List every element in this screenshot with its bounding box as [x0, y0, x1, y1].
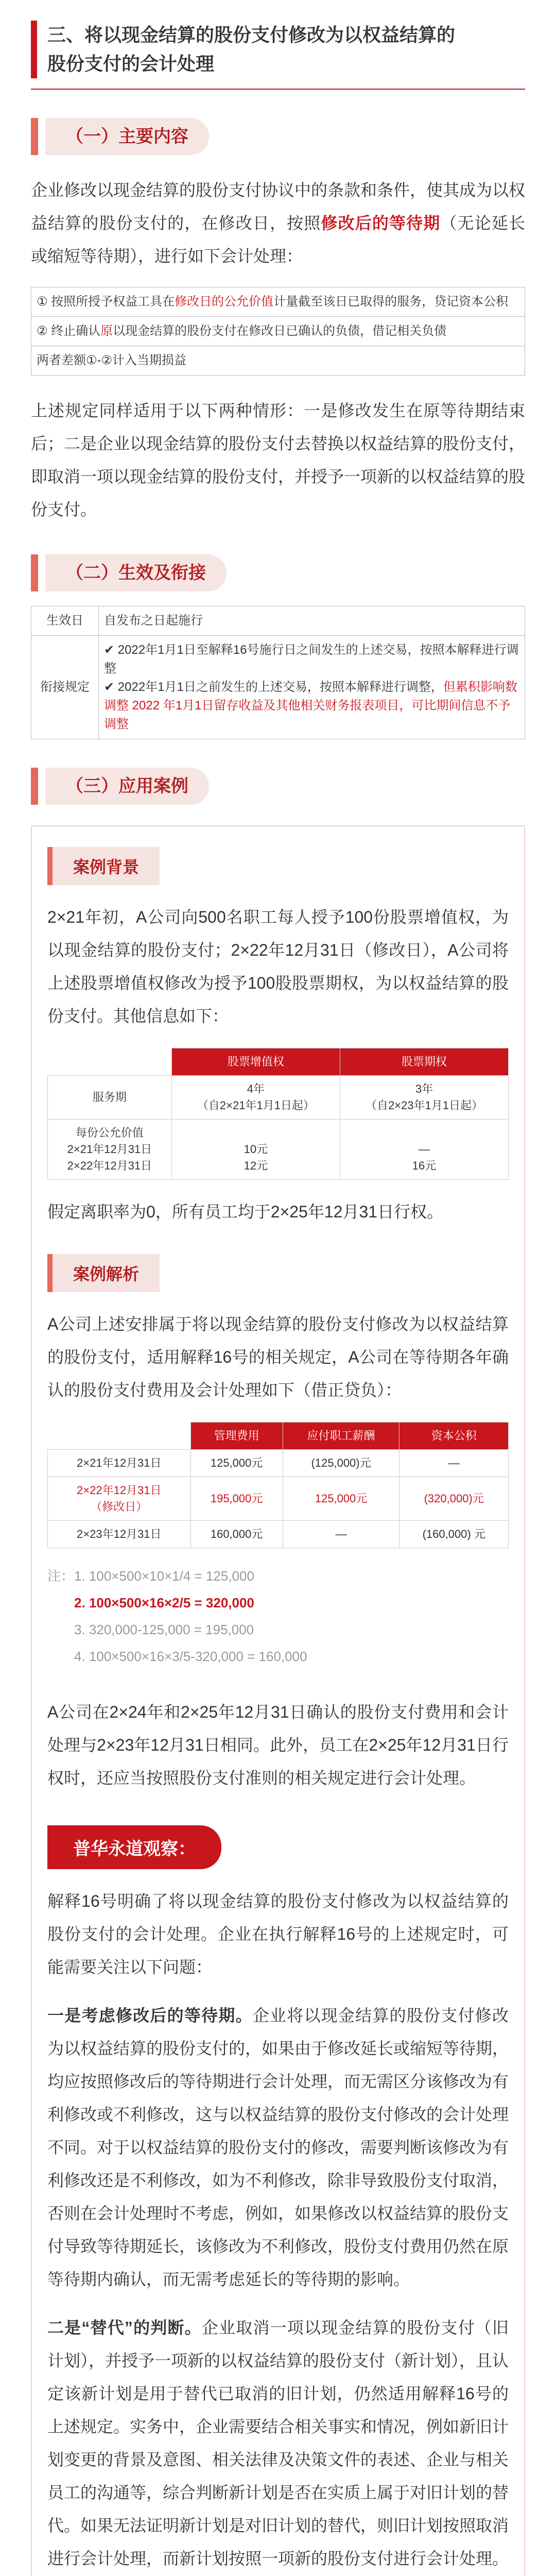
journal-entries-table [47, 1422, 509, 1548]
subheading-case [31, 768, 525, 805]
highlight-text: 修改后的等待期 [321, 214, 441, 232]
accounting-treatment-box [31, 287, 525, 376]
case-info-table [47, 1048, 509, 1180]
observation-point-1: 一是考虑修改后的等待期。企业将以现金结算的股份支付修改为以权益结算的股份支付的，如果由于修改延长或缩短等待期，均应按照修改后的等待期进行会计处理，而无需区分该修改为有利修改或不利修改，这与以权益结算的股份支付修改的会计处理不同。对于以权益结算的股份支付的修改，需要判断该修改为有利修改还是不利修改，如为不利修改，除非导致股份支付取消，否则在会计处理时不考虑，例如，如果修改以权益结算的股份支付导致等待期延长，该修改为不利修改，股份支付费用仍然在原等待期内确认，而无需考虑延长的等待期的影响。 [47, 2006, 509, 2289]
table-row: 2×21年12月31日 125,000元 (125,000)元 — [48, 1450, 509, 1477]
subheading-main-content [31, 118, 525, 155]
case-background-title: 案例背景 [47, 847, 160, 885]
column-header: 股票期权 [340, 1048, 508, 1076]
table-row: 每份公允价值 2×21年12月31日 2×22年12月31日 10元 12元 — 16元 [48, 1120, 509, 1180]
table-row: 2×23年12月31日 160,000元 — (160,000) 元 [48, 1521, 509, 1548]
calculation-notes: 注：1. 100×500×10×1/4 = 125,000 2. 100×500×16×2/5 = 320,000 3. 320,000-125,000 = 195,000 4. 100×500×16×3/5-320,000 = 160,000 [47, 1568, 307, 1664]
applicability-paragraph: 上述规定同样适用于以下两种情形：一是修改发生在原等待期结束后；二是企业以现金结算的股份支付去替换以权益结算的股份支付，即取消一项以现金结算的股份支付，并授予一项新的以权益结算的股份支付。 [31, 401, 526, 519]
section-heading-bar [31, 21, 37, 78]
table-header-row [48, 1422, 509, 1450]
column-header: 股票增值权 [171, 1048, 340, 1076]
case-analysis-paragraph: A公司上述安排属于将以现金结算的股份支付修改为以权益结算的股份支付，适用解释16号的相关规定，A公司在等待期各年确认的股份支付费用及会计处理如下（借正贷负）： [47, 1315, 509, 1399]
table-row: 服务期 4年 （自2×21年1月1日起） 3年 （自2×23年1月1日起） [48, 1076, 509, 1120]
subheading-label: （二）生效及衔接 [45, 554, 227, 591]
subheading-mark [31, 554, 38, 591]
subheading-mark [31, 768, 38, 805]
box-row: ① 按照所授予权益工具在修改日的公允价值计量截至该日已取得的服务，贷记资本公积 [31, 287, 525, 317]
section-title-line1: 三、将以现金结算的股份支付修改为以权益结算的 [47, 24, 456, 45]
column-header: 应付职工薪酬 [283, 1422, 399, 1450]
case-background-paragraph: 2×21年初，A公司向500名职工每人授予100份股票增值权，为以现金结算的股份支付；2×22年12月31日（修改日），A公司将上述股票增值权修改为授予100股股票期权，为以权益结算的股份支付。其他信息如下： [47, 908, 509, 1025]
subheading-mark [31, 118, 38, 155]
section-divider [31, 89, 525, 90]
column-header: 资本公积 [399, 1422, 509, 1450]
table-header-row [48, 1048, 509, 1076]
section-title-line2: 股份支付的会计处理 [47, 53, 215, 74]
observation-point-2: 二是“替代”的判断。企业取消一项以现金结算的股份支付（旧计划），并授予一项新的以权益结算的股份支付（新计划），且认定该新计划是用于替代已取消的旧计划，仍然适用解释16号的上述规定。实务中，企业需要结合相关事实和情况，例如新旧计划变更的背景及意图、相关法律及决策文件的表述、企业与相关员工的沟通等，综合判断新计划是否在实质上属于对旧计划的替代。如果无法证明新计划是对旧计划的替代，则旧计划按照取消进行会计处理，而新计划按照一项新的股份支付进行会计处理。 [47, 2318, 509, 2568]
subheading-label: （一）主要内容 [45, 118, 209, 155]
observation-intro: 解释16号明确了将以现金结算的股份支付修改为以权益结算的股份支付的会计处理。企业在执行解释16号的上述规定时，可能需要关注以下问题： [47, 1892, 509, 1976]
case-box [31, 825, 525, 2576]
box-row: 两者差额①-②计入当期损益 [31, 346, 525, 376]
pwc-observation-title: 普华永道观察： [47, 1825, 221, 1869]
case-assumption: 假定离职率为0，所有员工均于2×25年12月31日行权。 [47, 1202, 444, 1221]
section-heading [31, 0, 525, 78]
subheading-effect [31, 554, 525, 591]
box-row: ② 终止确认原以现金结算的股份支付在修改日已确认的负债，借记相关负债 [31, 317, 525, 346]
subheading-label: （三）应用案例 [45, 768, 209, 805]
table-row: 生效日 自发布之日起施行 [31, 606, 525, 636]
table-row: 2×22年12月31日 （修改日） 195,000元 125,000元 (320,000)元 [48, 1477, 509, 1521]
case-analysis-title: 案例解析 [47, 1254, 160, 1292]
main-content-paragraph: 企业修改以现金结算的股份支付协议中的条款和条件，使其成为以权益结算的股份支付的，在修改日，按照修改后的等待期（无论延长或缩短等待期），进行如下会计处理： [31, 181, 526, 265]
effective-date-table [31, 606, 525, 739]
column-header: 管理费用 [190, 1422, 283, 1450]
table-row: 衔接规定 ✔ 2022年1月1日至解释16号施行日之间发生的上述交易，按照本解释进行调整 ✔ 2022年1月1日之前发生的上述交易，按照本解释进行调整，但累积影响数调整 2022 年1月1日留存收益及其他相关财务报表项目，可比期间信息不予调整 [31, 636, 525, 739]
case-followup-paragraph: A公司在2×24年和2×25年12月31日确认的股份支付费用和会计处理与2×23年12月31日相同。此外，员工在2×25年12月31日行权时，还应当按照股份支付准则的相关规定进行会计处理。 [47, 1703, 509, 1787]
